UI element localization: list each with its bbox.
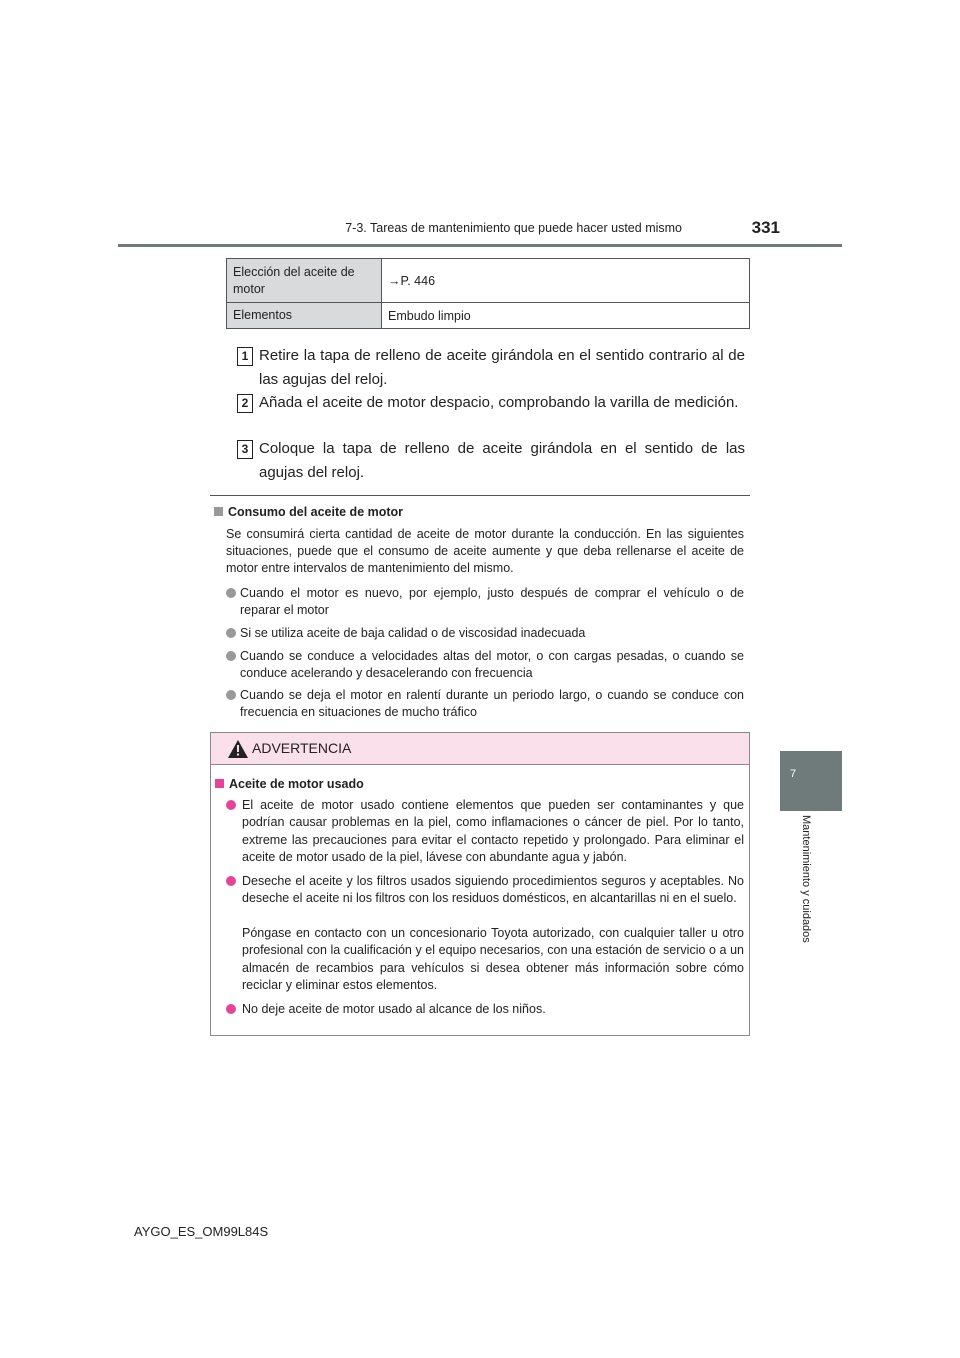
list-item-text: Cuando el motor es nuevo, por ejemplo, justo después de comprar el vehículo o de reparar el motor bbox=[240, 586, 744, 617]
warning-triangle-icon bbox=[228, 740, 248, 758]
spec-label: Elementos bbox=[227, 303, 382, 329]
warning-label: ADVERTENCIA bbox=[252, 740, 352, 756]
chapter-number: 7 bbox=[790, 768, 797, 780]
consumption-intro: Se consumirá cierta cantidad de aceite de motor durante la conducción. En las siguientes situaciones, puede que el consumo de aceite aumente y que deba rellenarse el aceite de motor entre intervalos de mantenimiento del mismo. bbox=[226, 527, 744, 575]
table-row bbox=[227, 259, 750, 303]
consumption-title bbox=[214, 505, 403, 519]
list-item-text: Cuando se deja el motor en ralentí durante un periodo largo, o cuando se conduce con frecuencia en situaciones de mucho tráfico bbox=[240, 688, 744, 719]
list-item-text: Póngase en contacto con un concesionario Toyota autorizado, con cualquier taller u otro profesional con la cualificación y el equipo necesarios, con una estación de servicio o a un almacén de recambios para vehículos si desea obtener más información sobre cómo reciclar y eliminar estos elementos. bbox=[242, 926, 744, 992]
circle-bullet-icon bbox=[226, 800, 236, 810]
list-item-text: El aceite de motor usado contiene elementos que pueden ser contaminantes y que podrían causar problemas en la piel, como inflamaciones o cáncer de piel. Por lo tanto, extreme las precauciones para evitar el contacto repetido y prolongado. Para eliminar el aceite de motor usado de la piel, lávese con abundante agua y jabón. bbox=[242, 798, 744, 864]
spec-label: Elección del aceite de motor bbox=[227, 259, 382, 303]
step-text: Añada el aceite de motor despacio, comprobando la varilla de medición. bbox=[259, 394, 739, 411]
chapter-tab bbox=[780, 751, 842, 811]
header-section-title: 7-3. Tareas de mantenimiento que puede hacer usted mismo bbox=[345, 221, 682, 235]
list-item-text: Deseche el aceite y los filtros usados siguiendo procedimientos seguros y aceptables. No deseche el aceite ni los filtros con los residuos domésticos, en alcantarillas ni en el suelo. bbox=[242, 874, 744, 906]
step-number-box: 2 bbox=[237, 394, 253, 413]
step-number-box: 3 bbox=[237, 440, 253, 459]
spec-value: Embudo limpio bbox=[382, 303, 750, 329]
circle-bullet-icon bbox=[226, 588, 236, 598]
circle-bullet-icon bbox=[226, 690, 236, 700]
warning-title bbox=[215, 777, 364, 791]
page-number: 331 bbox=[751, 218, 780, 237]
step-text: Retire la tapa de relleno de aceite girándola en el sentido contrario al de las agujas del reloj. bbox=[259, 347, 745, 388]
spec-table bbox=[226, 258, 750, 329]
circle-bullet-icon bbox=[226, 1004, 236, 1014]
step-number-box: 1 bbox=[237, 347, 253, 366]
circle-bullet-icon bbox=[226, 651, 236, 661]
step-text: Coloque la tapa de relleno de aceite girándola en el sentido de las agujas del reloj. bbox=[259, 440, 745, 481]
circle-bullet-icon bbox=[226, 876, 236, 886]
warning-title-text: Aceite de motor usado bbox=[229, 777, 364, 791]
list-item-text: No deje aceite de motor usado al alcance de los niños. bbox=[242, 1002, 546, 1016]
square-bullet-icon bbox=[214, 507, 223, 516]
chapter-title: Mantenimiento y cuidados bbox=[800, 815, 812, 943]
list-item-text: Si se utiliza aceite de baja calidad o de viscosidad inadecuada bbox=[240, 626, 586, 640]
list-item-text: Cuando se conduce a velocidades altas del motor, o con cargas pesadas, o cuando se conduce acelerando y desacelerando con frecuencia bbox=[240, 649, 744, 680]
section-divider bbox=[210, 495, 750, 496]
table-row bbox=[227, 303, 750, 329]
square-bullet-icon bbox=[215, 779, 224, 788]
spec-value: →P. 446 bbox=[382, 259, 750, 303]
consumption-title-text: Consumo del aceite de motor bbox=[228, 505, 404, 519]
circle-bullet-icon bbox=[226, 628, 236, 638]
document-code: AYGO_ES_OM99L84S bbox=[134, 1224, 269, 1239]
header-rule bbox=[118, 244, 842, 247]
